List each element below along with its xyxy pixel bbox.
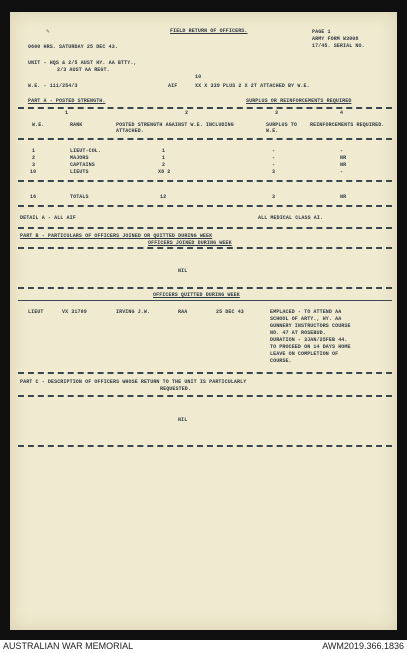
column-header-rank: RANK [70, 122, 83, 128]
rule [18, 300, 392, 301]
cell-posted: 2 [162, 162, 166, 168]
unit-line-2: 2/3 AUST AA REGT. [57, 67, 110, 73]
officers-joined-title: OFFICERS JOINED DURING WEEK [148, 240, 232, 246]
part-c-title: PART C - DESCRIPTION OF OFFICERS WHOSE RETURN TO THE UNIT IS PARTICULARLY [20, 379, 247, 385]
column-number: 1 [65, 110, 69, 116]
establishment-line: XX X 339 PLUS 2 X 2T ATTACHED BY W.E. [195, 83, 310, 89]
cell-surplus: 3 [272, 169, 276, 175]
entry-date: 25 DEC 43 [216, 309, 244, 315]
document-page [10, 12, 397, 630]
entry-remark: TO PROCEED ON 14 DAYS HOME [270, 344, 351, 350]
rule [18, 372, 392, 374]
cell-rank: CAPTAINS [70, 162, 95, 168]
cell-we: 2 [32, 155, 36, 161]
total-reinforcements: NR [340, 194, 347, 200]
army-form-number: ARMY FORM W3008 [312, 36, 359, 42]
cell-rank: LIEUT-COL. [70, 148, 102, 154]
totals-label: TOTALS [70, 194, 89, 200]
entry-remark: COURSE. [270, 358, 292, 364]
cell-reinforcements: - [340, 169, 344, 175]
document-title: FIELD RETURN OF OFFICERS. [170, 28, 248, 34]
column-number: 4 [340, 110, 344, 116]
entry-number: VX 31709 [62, 309, 87, 315]
serial-number: 17/45. SERIAL NO. [312, 43, 365, 49]
catalogue-id: AWM2019.366.1836 [322, 641, 404, 651]
entry-remark: LEAVE ON COMPLETION OF [270, 351, 339, 357]
rule [18, 247, 392, 249]
cell-posted: X8 2 [158, 169, 171, 175]
cell-we: 3 [32, 162, 36, 168]
rule [18, 107, 392, 109]
column-number: 3 [275, 110, 279, 116]
column-header-posted: POSTED STRENGTH AGAINST W.E. INCLUDING ATTACHED. [116, 122, 234, 134]
cell-rank: LIEUTS [70, 169, 89, 175]
entry-remark: SCHOOL OF ARTY., HY. AA [270, 316, 342, 322]
entry-remark: GUNNERY INSTRUCTORS COURSE [270, 323, 351, 329]
aif-label: AIF [168, 83, 178, 89]
cell-posted: 1 [162, 148, 166, 154]
entry-corps: RAA [178, 309, 188, 315]
establishment-count: 10 [195, 74, 202, 80]
part-b-title: PART B - PARTICULARS OF OFFICERS JOINED OR QUITTED DURING WEEK [20, 233, 213, 239]
pencil-mark: ✎ [46, 28, 50, 35]
column-header-we: W.E. [32, 122, 45, 128]
medical-class: ALL MEDICAL CLASS AI. [258, 215, 324, 221]
entry-name: IRVING J.W. [116, 309, 151, 315]
rule [18, 227, 392, 229]
joined-nil: NIL [178, 268, 188, 274]
page-number: PAGE 1 [312, 29, 331, 35]
detail-a: DETAIL A - ALL AIF [20, 215, 76, 221]
unit-line-1: UNIT - HQS & 2/5 AUST HY. AA BTTY., [28, 60, 137, 66]
column-header-surplus: SURPLUS TO W.E. [266, 122, 298, 134]
cell-reinforcements: NR [340, 162, 347, 168]
cell-reinforcements: - [340, 148, 344, 154]
surplus-title: SURPLUS OR REINFORCEMENTS REQUIRED [246, 98, 352, 104]
cell-rank: MAJORS [70, 155, 89, 161]
officers-quitted-title: OFFICERS QUITTED DURING WEEK [153, 292, 240, 298]
archive-footer [0, 640, 407, 653]
total-posted: 12 [160, 194, 167, 200]
total-we: 16 [30, 194, 37, 200]
rule [18, 395, 392, 397]
entry-remark: NO. 47 AT ROSEBUD. [270, 330, 326, 336]
total-surplus: 3 [272, 194, 276, 200]
cell-surplus: - [272, 162, 276, 168]
entry-remark: EMPLACED - TO ATTEND AA [270, 309, 342, 315]
column-header-reinforcements: REINFORCEMENTS REQUIRED. [310, 122, 385, 128]
entry-remark: DURATION - 3JAN/25FEB 44. [270, 337, 348, 343]
institution-name: AUSTRALIAN WAR MEMORIAL [3, 641, 134, 651]
war-establishment: W.E. - 111/254/3 [28, 83, 78, 89]
part-a-title: PART A - POSTED STRENGTH. [28, 98, 106, 104]
column-number: 2 [185, 110, 189, 116]
cell-we: 10 [30, 169, 37, 175]
rule [18, 445, 392, 447]
rule [18, 180, 392, 182]
cell-surplus: - [272, 148, 276, 154]
rule [18, 287, 392, 289]
cell-we: 1 [32, 148, 36, 154]
cell-reinforcements: NR [340, 155, 347, 161]
cell-posted: 1 [162, 155, 166, 161]
rule [18, 205, 392, 207]
report-date: 0600 HRS. SATURDAY 25 DEC 43. [28, 44, 118, 50]
part-c-title-continued: REQUESTED. [160, 386, 192, 392]
entry-rank: LIEUT [28, 309, 44, 315]
rule [18, 138, 392, 140]
part-c-nil: NIL [178, 417, 188, 423]
cell-surplus: - [272, 155, 276, 161]
